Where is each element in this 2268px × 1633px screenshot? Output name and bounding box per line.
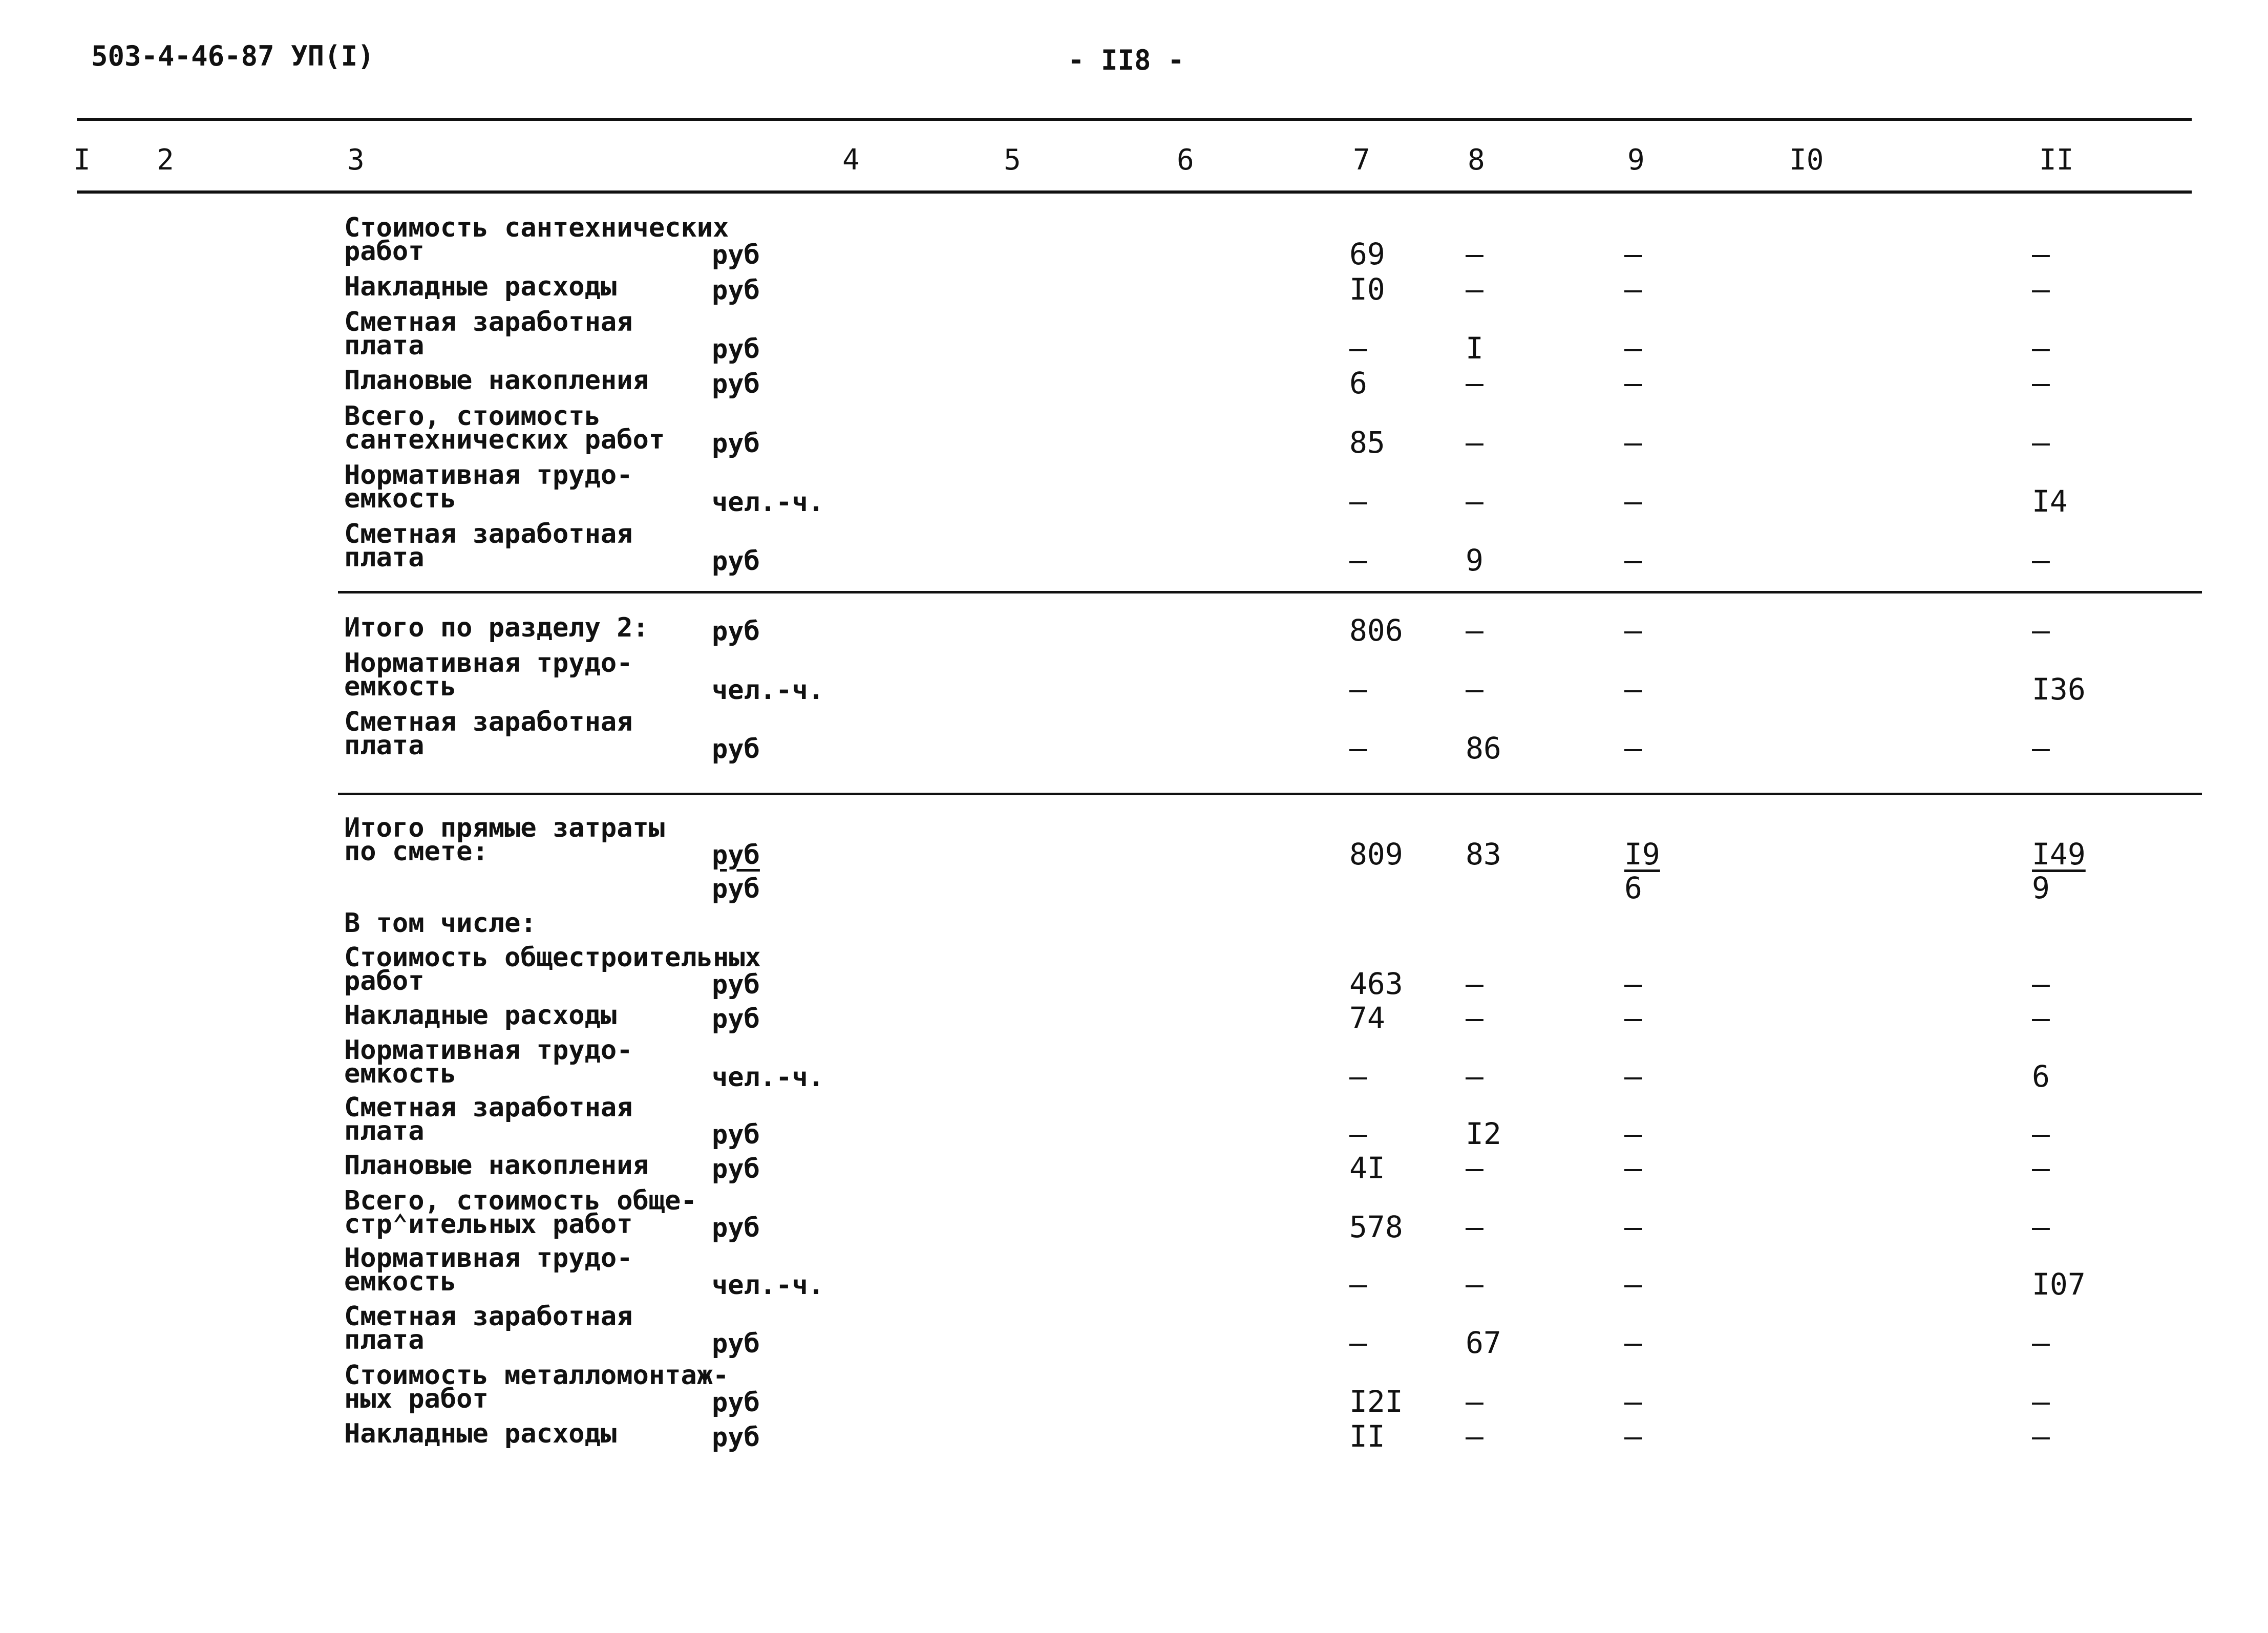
row-label: Сметная заработная плата: [344, 519, 633, 573]
cell-col11: –: [2032, 1151, 2050, 1185]
cell-col7: I0: [1349, 272, 1385, 307]
row-label: Сметная заработная плата: [344, 307, 633, 361]
cell-col7: 806: [1349, 613, 1403, 648]
cell-col7: –: [1349, 731, 1367, 766]
row-unit: руб: [712, 369, 760, 399]
table-top-rule: [77, 118, 2192, 121]
cell-col11: –: [2032, 1001, 2050, 1035]
cell-col8: I: [1466, 331, 1483, 366]
cell-col9: –: [1624, 731, 1642, 766]
cell-col8: –: [1466, 613, 1483, 648]
cell-col8: –: [1466, 484, 1483, 519]
column-number: II: [2039, 143, 2074, 177]
cell-col9: –: [1624, 672, 1642, 707]
cell-col7: 69: [1349, 237, 1385, 271]
row-label: Стоимость общестроительных работ: [344, 942, 761, 996]
row-label: Плановые накопления: [344, 1150, 649, 1181]
cell-col8: I2: [1466, 1116, 1501, 1151]
cell-col11: –: [2032, 331, 2050, 366]
row-label: Всего, стоимость сантехнических работ: [344, 401, 665, 455]
cell-col7: 578: [1349, 1210, 1403, 1244]
cell-col9: –: [1624, 1059, 1642, 1094]
cell-col11-secondary: 9: [2032, 871, 2050, 905]
row-unit: руб: [712, 428, 760, 459]
cell-col11: –: [2032, 1419, 2050, 1454]
cell-col9: –: [1624, 1419, 1642, 1454]
cell-col8: –: [1466, 425, 1483, 460]
cell-col9: –: [1624, 1116, 1642, 1151]
cell-col8: 86: [1466, 731, 1501, 766]
cell-col8: 67: [1466, 1325, 1501, 1360]
cell-col8: 83: [1466, 837, 1501, 872]
row-label: Нормативная трудо- емкость: [344, 1035, 633, 1089]
cell-col11: I36: [2032, 672, 2086, 707]
cell-col9: –: [1624, 1325, 1642, 1360]
row-label: Накладные расходы: [344, 1000, 617, 1031]
row-unit: руб: [712, 840, 760, 871]
section-divider: [338, 793, 2202, 795]
row-label: Нормативная трудо- емкость: [344, 648, 633, 702]
cell-col8: –: [1466, 1267, 1483, 1302]
column-number: I: [73, 143, 91, 177]
column-number: 2: [157, 143, 174, 177]
row-unit: руб: [712, 334, 760, 365]
cell-col8: –: [1466, 1384, 1483, 1419]
document-code: 503-4-46-87 УП(I): [91, 40, 374, 72]
column-number: I0: [1789, 143, 1824, 177]
cell-col11: I07: [2032, 1267, 2086, 1302]
row-label: Сметная заработная плата: [344, 1301, 633, 1355]
cell-col9: –: [1624, 237, 1642, 271]
row-label: Всего, стоимость обще- стр⌃ительных работ: [344, 1185, 697, 1240]
cell-col9: –: [1624, 366, 1642, 400]
cell-col9: –: [1624, 613, 1642, 648]
cell-col7: –: [1349, 1059, 1367, 1094]
column-number: 8: [1468, 143, 1485, 177]
row-unit: руб: [712, 1154, 760, 1184]
cell-col11: –: [2032, 1384, 2050, 1419]
row-unit: чел.-ч.: [712, 1270, 824, 1301]
cell-col11: –: [2032, 366, 2050, 400]
cell-col7: 4I: [1349, 1151, 1385, 1185]
row-unit: руб: [712, 734, 760, 765]
cell-col8: –: [1466, 1059, 1483, 1094]
cell-col7: 74: [1349, 1001, 1385, 1035]
cell-col7: –: [1349, 1267, 1367, 1302]
row-unit: руб: [712, 275, 760, 306]
row-label: Стоимость сантехнических работ: [344, 213, 729, 267]
cell-col7: I2I: [1349, 1384, 1403, 1419]
cell-col7: 463: [1349, 966, 1403, 1001]
cell-col8: 9: [1466, 543, 1483, 578]
cell-col9: –: [1624, 966, 1642, 1001]
cell-col8: –: [1466, 672, 1483, 707]
section-divider: [338, 591, 2202, 593]
row-unit: руб: [712, 240, 760, 270]
row-unit: руб: [712, 1422, 760, 1453]
row-label: Нормативная трудо- емкость: [344, 460, 633, 514]
column-number: 7: [1353, 143, 1370, 177]
column-number: 3: [347, 143, 365, 177]
cell-col8: –: [1466, 1210, 1483, 1244]
header-bottom-rule: [77, 190, 2192, 194]
row-label: Итого по разделу 2:: [344, 612, 649, 643]
cell-col8: –: [1466, 1419, 1483, 1454]
cell-col9-secondary: 6: [1624, 871, 1642, 905]
column-number: 6: [1177, 143, 1194, 177]
row-unit: руб: [712, 969, 760, 1000]
cell-col9: I9: [1624, 837, 1660, 872]
page-number: - II8 -: [1068, 44, 1184, 76]
cell-col7: –: [1349, 484, 1367, 519]
cell-col11: –: [2032, 966, 2050, 1001]
cell-col11: I4: [2032, 484, 2068, 519]
cell-col8: –: [1466, 1151, 1483, 1185]
cell-col7: 85: [1349, 425, 1385, 460]
row-label: Плановые накопления: [344, 365, 649, 396]
column-number: 4: [842, 143, 860, 177]
row-label: Нормативная трудо- емкость: [344, 1243, 633, 1297]
row-unit: чел.-ч.: [712, 675, 824, 706]
cell-col11: I49: [2032, 837, 2086, 872]
cell-col7: –: [1349, 672, 1367, 707]
cell-col7: II: [1349, 1419, 1385, 1454]
column-number: 9: [1627, 143, 1645, 177]
row-unit: руб: [712, 1213, 760, 1243]
row-unit: руб: [712, 1119, 760, 1150]
row-label: В том числе:: [344, 908, 537, 939]
cell-col7: 6: [1349, 366, 1367, 400]
cell-col7: –: [1349, 1325, 1367, 1360]
cell-col8: –: [1466, 237, 1483, 271]
row-label: Накладные расходы: [344, 1418, 617, 1449]
cell-col7: 809: [1349, 837, 1403, 872]
row-label: Итого прямые затраты по смете:: [344, 813, 665, 867]
cell-col9: –: [1624, 543, 1642, 578]
row-unit: руб: [712, 1004, 760, 1034]
cell-col11: –: [2032, 613, 2050, 648]
cell-col8: –: [1466, 1001, 1483, 1035]
cell-col8: –: [1466, 366, 1483, 400]
row-unit: руб: [712, 1328, 760, 1359]
column-number: 5: [1004, 143, 1021, 177]
cell-col11: –: [2032, 731, 2050, 766]
cell-col9: –: [1624, 272, 1642, 307]
cell-col8: –: [1466, 272, 1483, 307]
cell-col9: –: [1624, 1210, 1642, 1244]
cell-col11: 6: [2032, 1059, 2050, 1094]
cell-col7: –: [1349, 331, 1367, 366]
cell-col9: –: [1624, 1001, 1642, 1035]
cell-col11: –: [2032, 237, 2050, 271]
cell-col9: –: [1624, 331, 1642, 366]
cell-col8: –: [1466, 966, 1483, 1001]
cell-col11: –: [2032, 1116, 2050, 1151]
row-unit-secondary: руб: [712, 874, 760, 904]
row-unit: руб: [712, 546, 760, 577]
row-label: Накладные расходы: [344, 271, 617, 302]
cell-col11: –: [2032, 1210, 2050, 1244]
cell-col9: –: [1624, 1384, 1642, 1419]
cell-col9: –: [1624, 484, 1642, 519]
cell-col11: –: [2032, 1325, 2050, 1360]
cell-col11: –: [2032, 543, 2050, 578]
cell-col9: –: [1624, 1151, 1642, 1185]
row-unit: руб: [712, 616, 760, 647]
cell-col9: –: [1624, 1267, 1642, 1302]
row-label: Сметная заработная плата: [344, 707, 633, 761]
cell-col7: –: [1349, 1116, 1367, 1151]
row-unit: чел.-ч.: [712, 487, 824, 518]
cell-col11: –: [2032, 425, 2050, 460]
row-label: Сметная заработная плата: [344, 1092, 633, 1147]
cell-col9: –: [1624, 425, 1642, 460]
cell-col11: –: [2032, 272, 2050, 307]
row-unit: чел.-ч.: [712, 1062, 824, 1093]
cell-col7: –: [1349, 543, 1367, 578]
row-label: Стоимость металломонтаж- ных работ: [344, 1360, 729, 1414]
row-unit: руб: [712, 1387, 760, 1418]
